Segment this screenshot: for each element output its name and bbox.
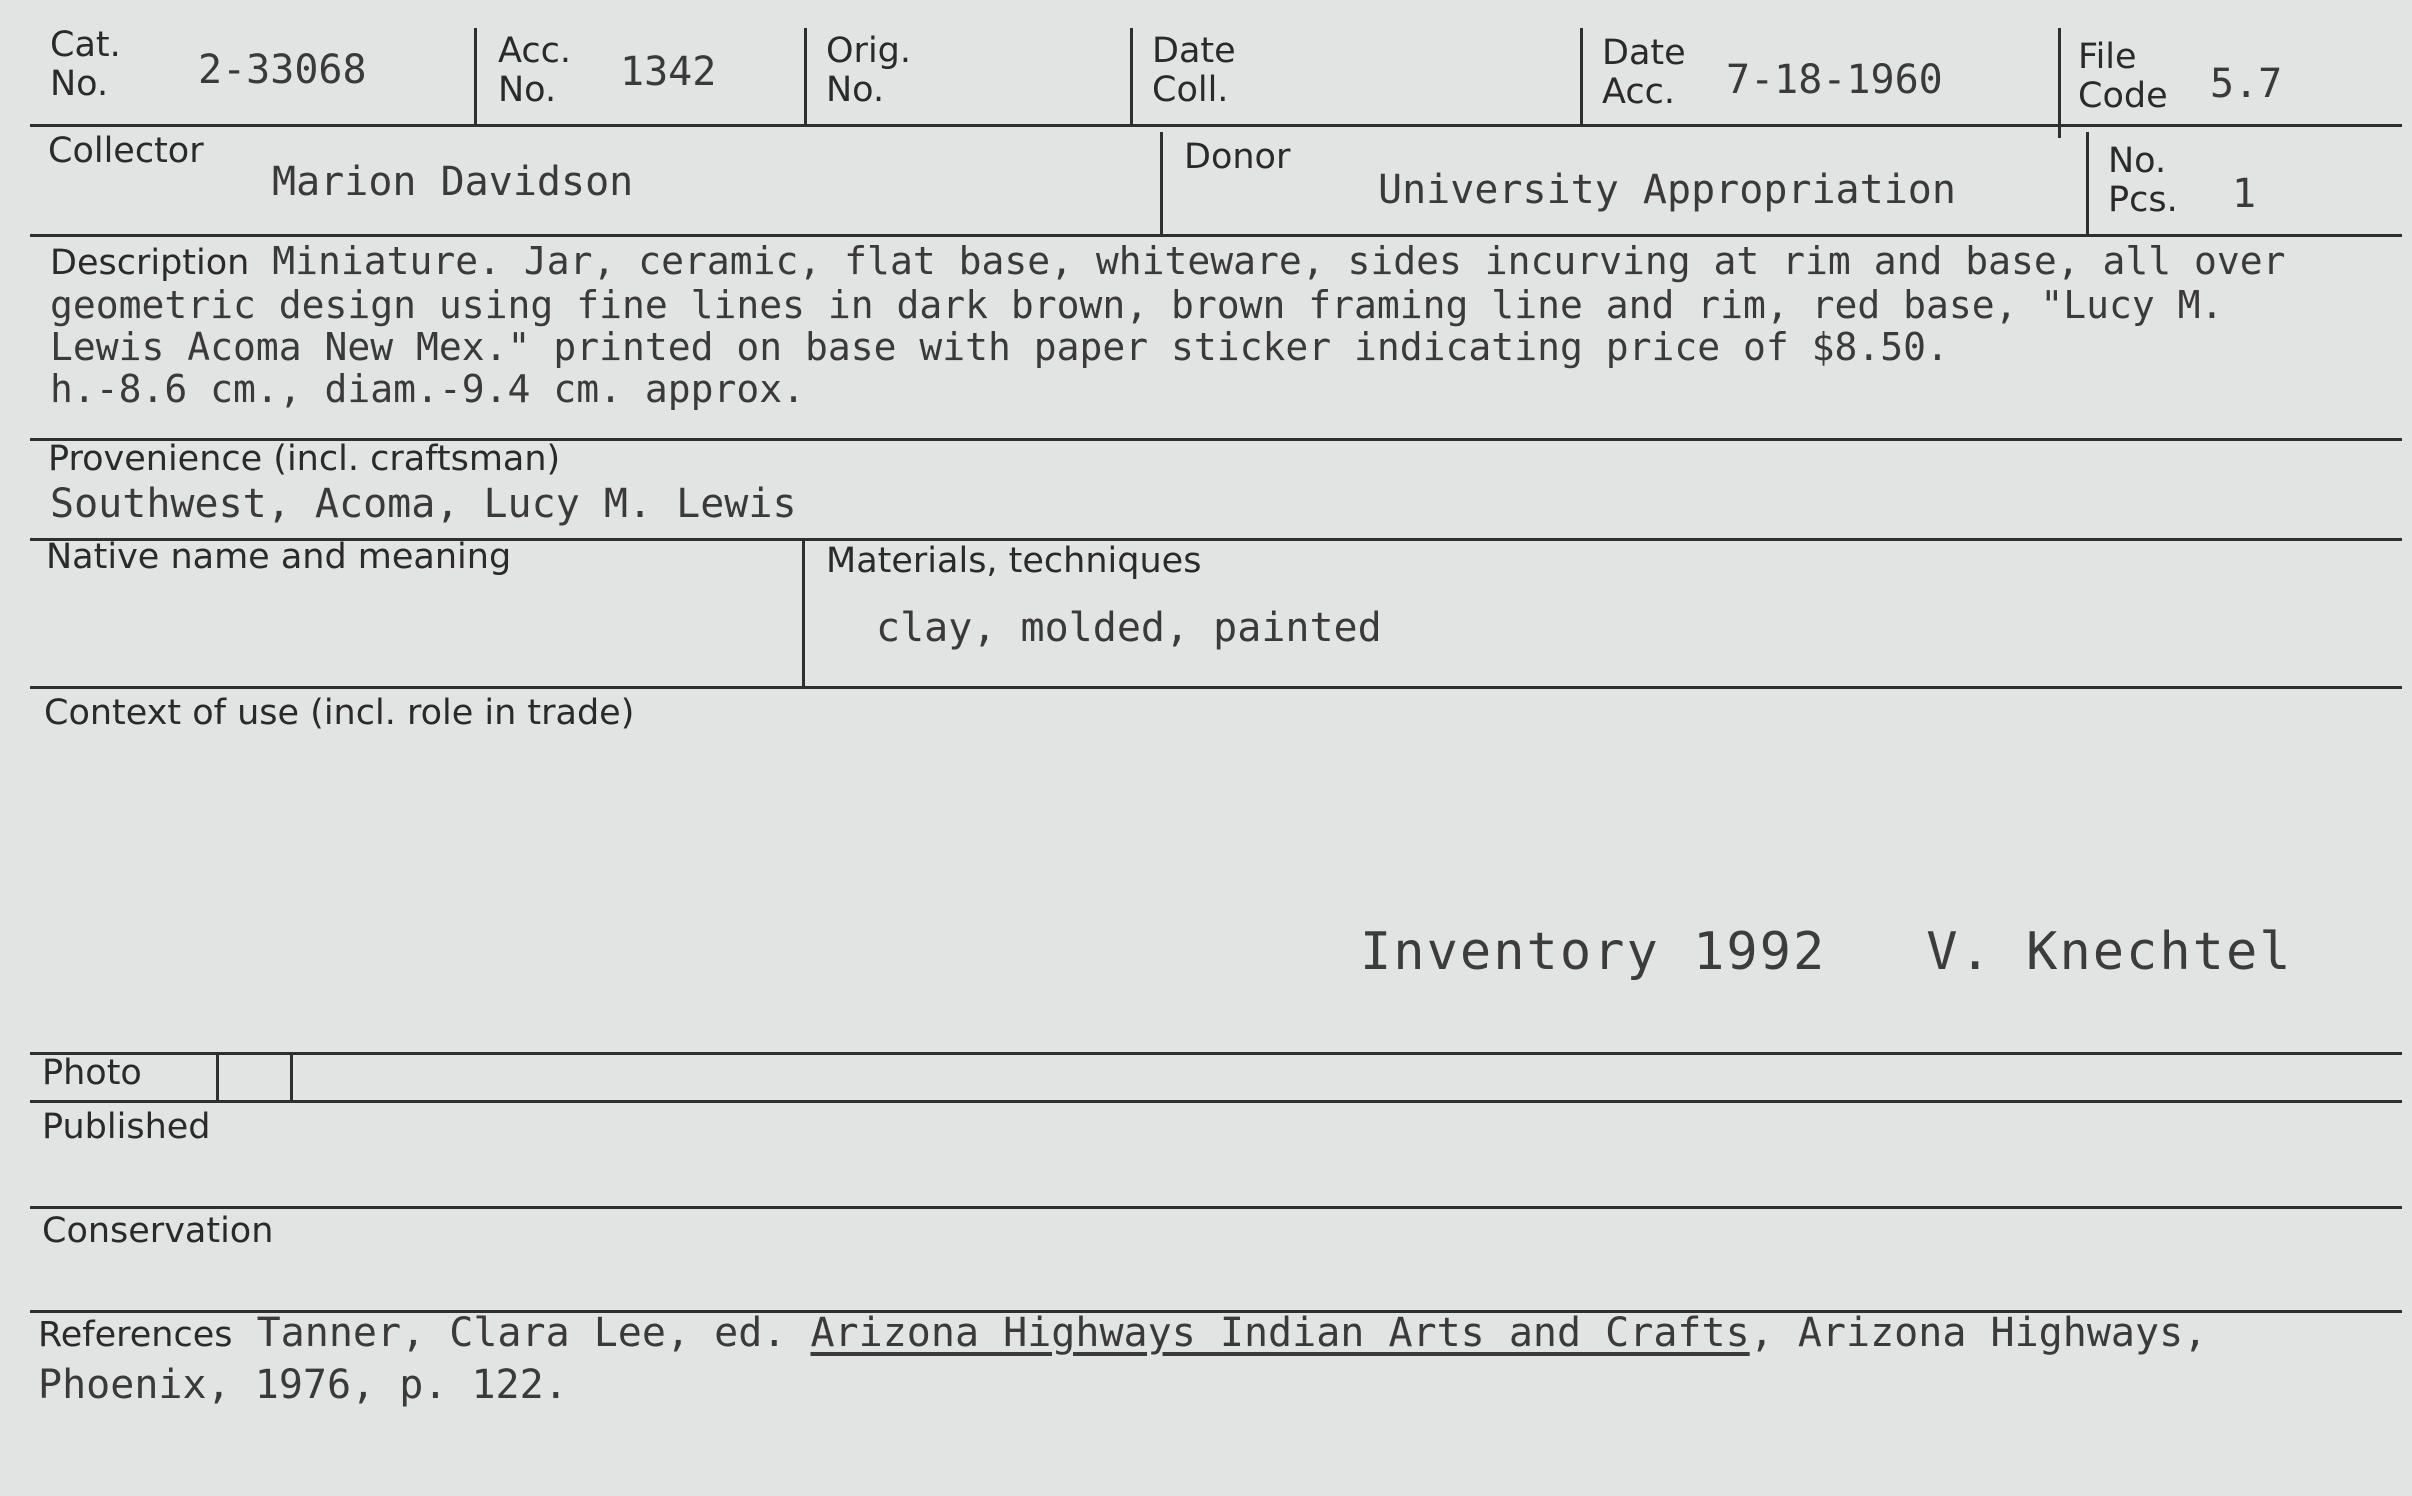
divider-dateacc-file — [2058, 28, 2061, 138]
collector-label: Collector — [48, 131, 204, 171]
rule-materials-bottom — [30, 686, 2402, 689]
photo-box-left — [216, 1052, 219, 1100]
rule-photo-bottom — [30, 1100, 2402, 1103]
pcs-value: 1 — [2232, 171, 2257, 217]
rule-photo-top — [30, 1052, 2402, 1055]
description-dimensions: h.-8.6 cm., diam.-9.4 cm. approx. — [50, 367, 805, 411]
description-label: Description — [50, 243, 250, 283]
file-code-value: 5.7 — [2210, 61, 2283, 107]
rule-published-bottom — [30, 1206, 2402, 1209]
photo-label: Photo — [42, 1053, 142, 1093]
context-label: Context of use (incl. role in trade) — [44, 693, 635, 733]
published-label: Published — [42, 1107, 211, 1147]
materials-label: Materials, techniques — [826, 541, 1202, 581]
cat-no-label: Cat. No. — [50, 25, 121, 105]
inventory-stamp: Inventory 1992 V. Knechtel — [1360, 922, 2293, 982]
rule-row1-bottom — [30, 124, 2402, 127]
date-acc-label: Date Acc. — [1602, 33, 1686, 113]
conservation-label: Conservation — [42, 1211, 274, 1251]
file-code-label: File Code — [2078, 37, 2168, 117]
acc-no-value: 1342 — [620, 49, 717, 95]
divider-collector-donor — [1160, 132, 1163, 234]
orig-no-label: Orig. No. — [826, 31, 912, 111]
references-block — [38, 1308, 2368, 1410]
references-text-1: Tanner, Clara Lee, ed. — [256, 1310, 811, 1356]
rule-row2-bottom — [30, 234, 2402, 237]
date-coll-label: Date Coll. — [1152, 31, 1236, 111]
native-name-label: Native name and meaning — [46, 537, 512, 577]
acc-no-label: Acc. No. — [498, 31, 571, 111]
references-title: Arizona Highways Indian Arts and Crafts — [810, 1310, 1750, 1356]
description-block — [50, 240, 2350, 410]
divider-orig-datecoll — [1130, 28, 1133, 126]
divider-datecoll-dateacc — [1580, 28, 1583, 126]
divider-donor-pcs — [2086, 132, 2089, 234]
references-text-2: , Arizona Highways, Phoenix, 1976, p. 122. — [38, 1310, 2208, 1408]
divider-native-materials — [802, 538, 805, 686]
photo-box-right — [290, 1052, 293, 1100]
donor-value: University Appropriation — [1378, 167, 1956, 213]
donor-label: Donor — [1184, 137, 1291, 177]
materials-value: clay, molded, painted — [876, 605, 1382, 651]
provenience-label: Provenience (incl. craftsman) — [48, 439, 561, 479]
description-text: Miniature. Jar, ceramic, flat base, whiteware, sides incurving at rim and base, all over geometric design using fine lines in dark brown, brown framing line and rim, red base, "Lucy M. Lewis Acoma New Mex." printed on base with paper sticker indicating price of $8.50. — [50, 239, 2286, 369]
provenience-value: Southwest, Acoma, Lucy M. Lewis — [50, 481, 797, 527]
divider-acc-orig — [804, 28, 807, 126]
divider-cat-acc — [474, 28, 477, 126]
references-label: References — [38, 1315, 233, 1355]
collector-value: Marion Davidson — [272, 159, 634, 205]
pcs-label: No. Pcs. — [2108, 141, 2178, 221]
date-acc-value: 7-18-1960 — [1726, 57, 1943, 103]
cat-no-value: 2-33068 — [198, 47, 367, 93]
